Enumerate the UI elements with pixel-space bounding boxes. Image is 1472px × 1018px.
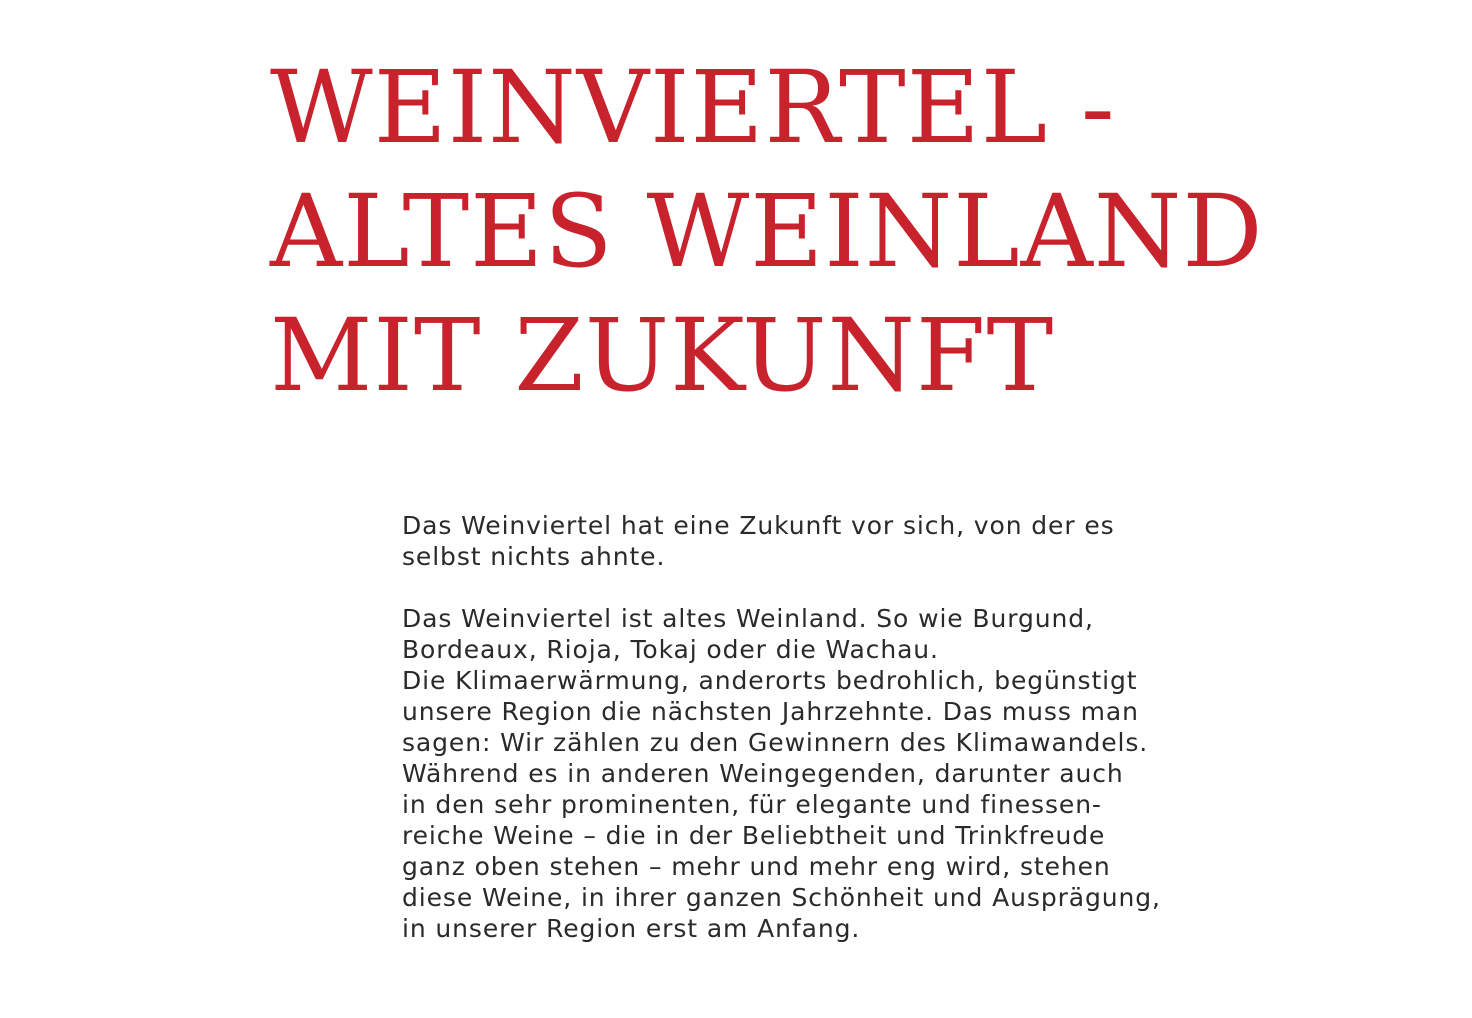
body-paragraph	[402, 603, 1212, 944]
body-line: in unserer Region erst am Anfang.	[402, 914, 861, 943]
body-line: Bordeaux, Rioja, Tokaj oder die Wachau.	[402, 635, 939, 664]
page-title	[270, 46, 1390, 418]
body-line: Die Klimaerwärmung, anderorts bedrohlich, begünstigt	[402, 666, 1138, 695]
body-line: Während es in anderen Weingegenden, darunter auch	[402, 759, 1124, 788]
body-line: sagen: Wir zählen zu den Gewinnern des Klimawandels.	[402, 728, 1149, 757]
title-line-3: MIT ZUKUNFT	[270, 297, 1055, 414]
title-line-1: WEINVIERTEL -	[270, 49, 1116, 166]
body-line: ganz oben stehen – mehr und mehr eng wird, stehen	[402, 852, 1111, 881]
body-line: reiche Weine – die in der Beliebtheit und Trinkfreude	[402, 821, 1106, 850]
lead-line: selbst nichts ahnte.	[402, 542, 666, 571]
article-body	[402, 510, 1212, 944]
body-line: diese Weine, in ihrer ganzen Schönheit und Ausprägung,	[402, 883, 1161, 912]
body-line: unsere Region die nächsten Jahrzehnte. Das muss man	[402, 697, 1139, 726]
lead-paragraph	[402, 510, 1212, 572]
lead-line: Das Weinviertel hat eine Zukunft vor sich, von der es	[402, 511, 1115, 540]
body-line: in den sehr prominenten, für elegante und finessen-	[402, 790, 1102, 819]
title-line-2: ALTES WEINLAND	[270, 173, 1264, 290]
body-line: Das Weinviertel ist altes Weinland. So wie Burgund,	[402, 604, 1094, 633]
